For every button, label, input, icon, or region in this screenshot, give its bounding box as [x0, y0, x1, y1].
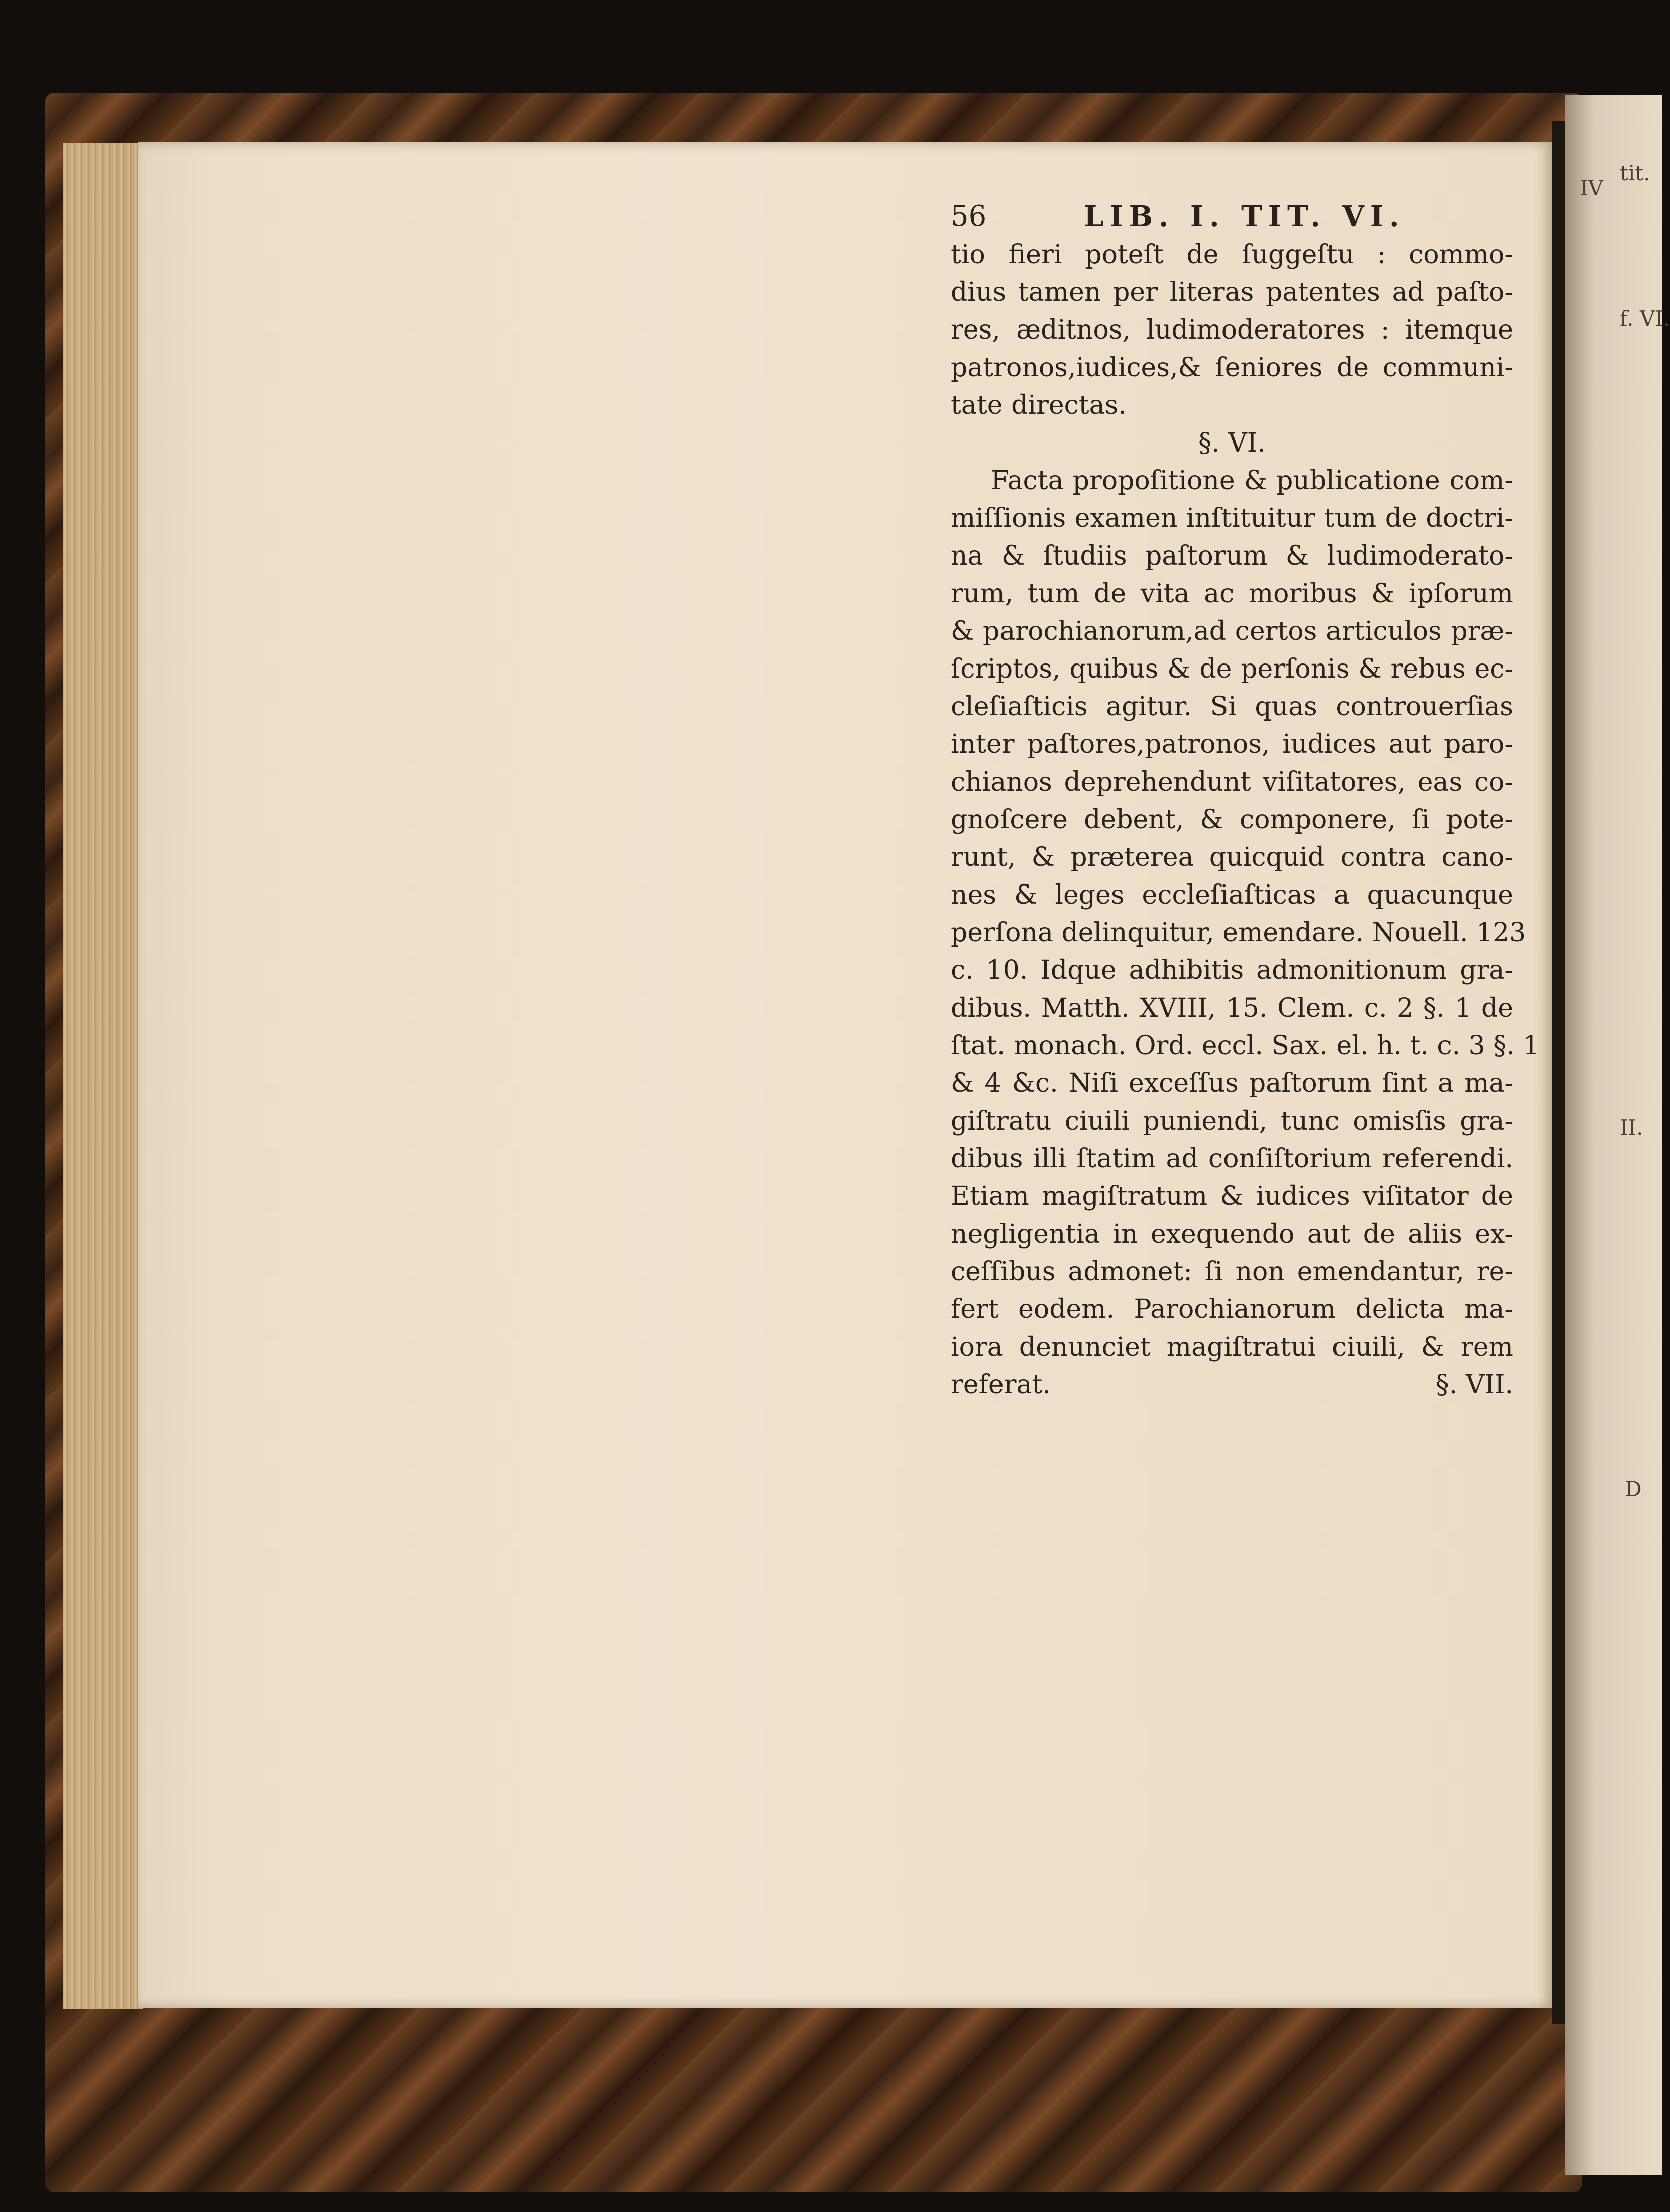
text-block — [951, 236, 1540, 1404]
text-line: dibus. Matth. XVIII, 15. Clem. c. 2 §. 1 de — [951, 993, 1513, 1023]
text-line: & 4 &c. Niſi exceſſus paſtorum ſint a ma- — [951, 1068, 1513, 1098]
text-line: ceſſibus admonet: ſi non emendantur, re- — [951, 1257, 1513, 1287]
facing-page-fragment: tit. — [1620, 161, 1650, 185]
facing-page-edge — [1565, 95, 1670, 2175]
paragraph-continued — [951, 236, 1513, 424]
text-line: dius tamen per literas patentes ad paſto- — [951, 277, 1513, 307]
text-line: c. 10. Idque adhibitis admonitionum gra- — [951, 955, 1513, 985]
text-line: iora denunciet magiſtratui ciuili, & rem — [951, 1332, 1513, 1362]
text-line: patronos,iudices,& ſeniores de communi- — [951, 353, 1513, 383]
section-heading: §. VI. — [1198, 428, 1266, 458]
paragraph-section-vi — [951, 462, 1540, 1366]
text-line: fert eodem. Parochianorum delicta ma- — [951, 1294, 1513, 1324]
text-line: perſona delinquitur, emendare. Nouell. 123 — [951, 918, 1526, 948]
text-line: Etiam magiſtratum & iudices viſitator de — [951, 1181, 1513, 1211]
final-line-text: referat. — [951, 1370, 1051, 1400]
facing-page-fragment: VI. — [1640, 306, 1670, 331]
facing-page-fragment: II. — [1620, 1115, 1643, 1140]
catchword: §. VII. — [1435, 1370, 1513, 1400]
text-line: ſtat. monach. Ord. eccl. Sax. el. h. t. c. 3 §. 1 — [951, 1031, 1540, 1061]
facing-page-fragment: D — [1625, 1477, 1642, 1501]
facing-page-fragment: IV — [1580, 176, 1603, 200]
page-edges — [63, 143, 143, 2009]
page-number: 56 — [951, 200, 987, 233]
text-line: Facta propoſitione & publicatione com- — [991, 466, 1513, 496]
text-line: na & ſtudiis paſtorum & ludimoderato- — [951, 541, 1513, 571]
running-header — [951, 200, 1513, 237]
text-line: runt, & præterea quicquid contra cano- — [951, 842, 1513, 872]
text-line: nes & leges eccleſiaſticas a quacunque — [951, 880, 1513, 910]
facing-page-fragment: f. — [1620, 306, 1634, 331]
text-line: miſſionis examen inſtituitur tum de doctri- — [951, 503, 1513, 533]
running-title: LIB. I. TIT. VI. — [1084, 200, 1405, 233]
text-line: negligentia in exequendo aut de aliis ex- — [951, 1219, 1513, 1249]
text-line: gnoſcere debent, & componere, ſi pote- — [951, 805, 1513, 835]
final-line — [951, 1366, 1513, 1404]
text-line: & parochianorum,ad certos articulos præ- — [951, 616, 1513, 646]
text-line: cleſiaſticis agitur. Si quas controuerſias — [951, 692, 1513, 722]
text-line: res, æditnos, ludimoderatores : itemque — [951, 315, 1513, 345]
text-line: inter paſtores,patronos, iudices aut paro- — [951, 729, 1513, 759]
text-line: tio fieri poteſt de ſuggeſtu : commo- — [951, 240, 1513, 270]
text-line: dibus illi ſtatim ad conſiſtorium referendi. — [951, 1144, 1513, 1174]
text-line: rum, tum de vita ac moribus & ipſorum — [951, 579, 1513, 609]
text-line: ſcriptos, quibus & de perſonis & rebus ec- — [951, 654, 1513, 684]
text-line: giſtratu ciuili puniendi, tunc omisſis gra- — [951, 1106, 1513, 1136]
text-line: chianos deprehendunt viſitatores, eas co- — [951, 767, 1513, 797]
text-line: tate directas. — [951, 390, 1127, 420]
